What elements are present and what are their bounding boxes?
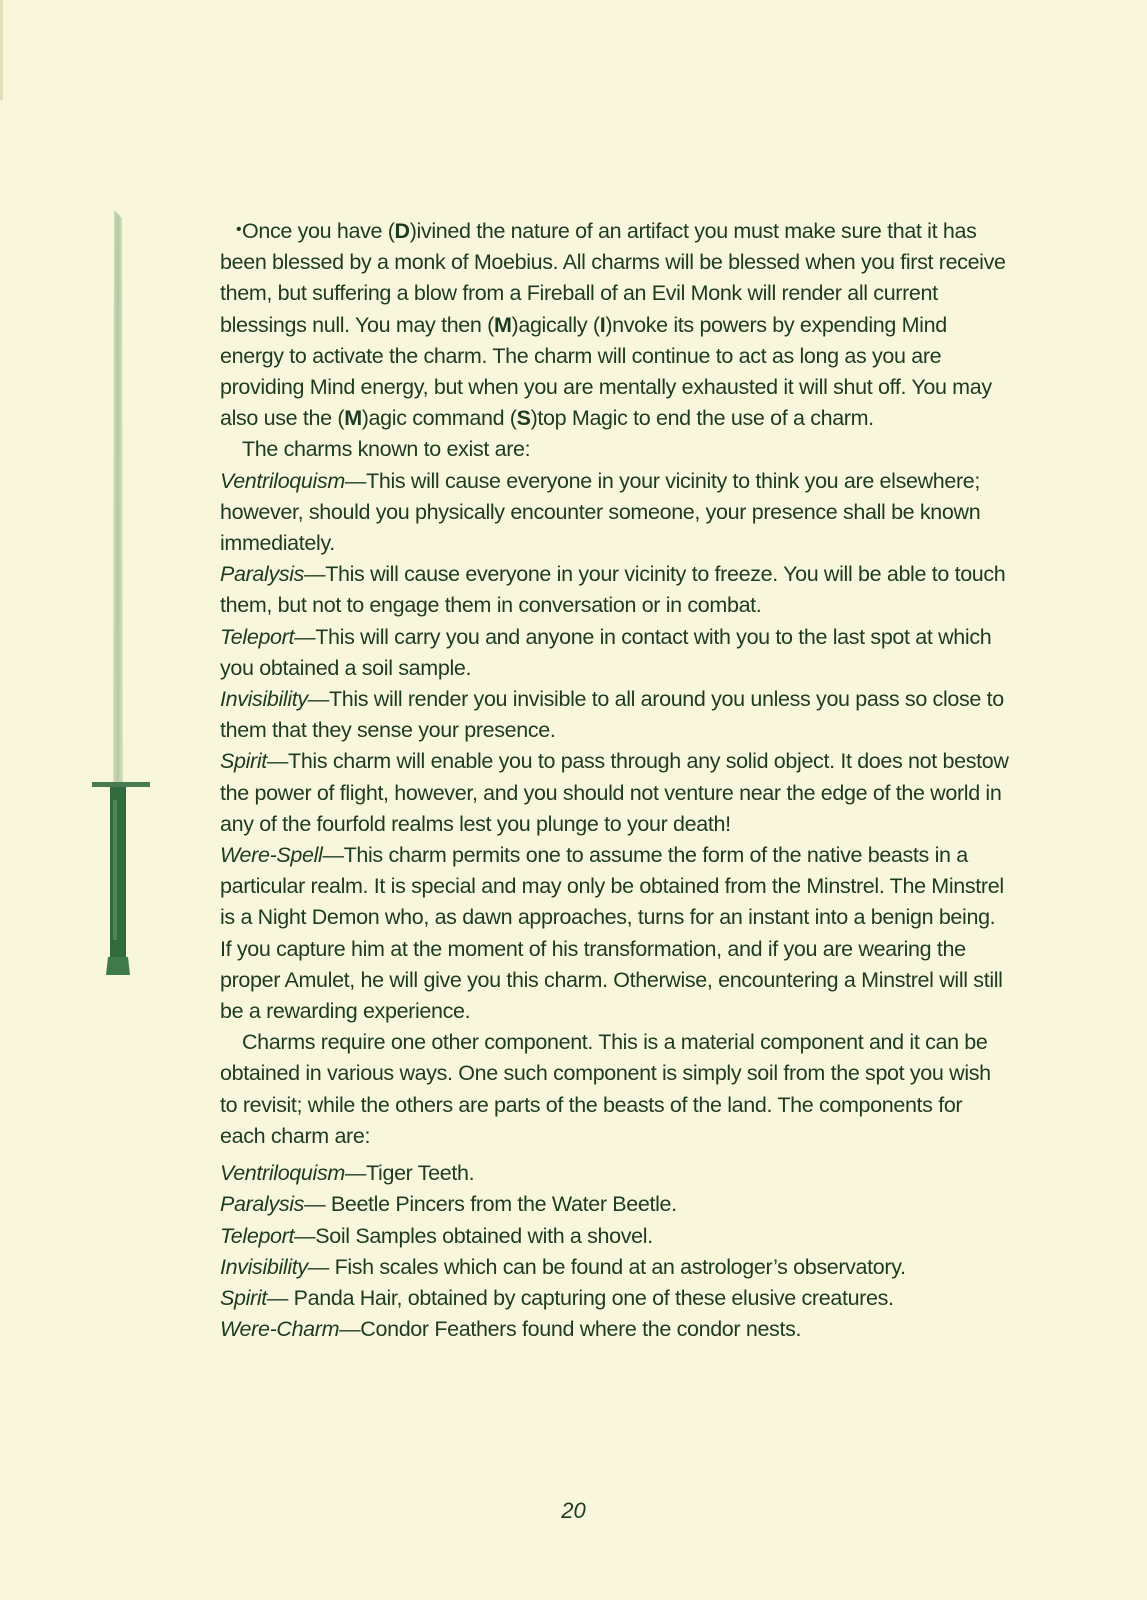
charm-entry: Teleport—This will carry you and anyone in contact with you to the last spot at which you obtained a soil sample. [220, 624, 992, 680]
component-entry: Invisibility— Fish scales which can be found at an astrologer’s observatory. [220, 1254, 906, 1279]
component-entry: Were-Charm—Condor Feathers found where the condor nests. [220, 1317, 802, 1342]
charm-term: Teleport [220, 624, 295, 649]
component-entry: Spirit— Panda Hair, obtained by capturing one of these elusive creatures. [220, 1285, 894, 1310]
sword-blade [113, 210, 123, 785]
charm-entry: Invisibility—This will render you invisible to all around you unless you pass so close to them that they sense your presence. [220, 687, 1004, 743]
charm-term: Were-Spell [220, 843, 323, 868]
key-d: D [394, 219, 410, 243]
component-entry: Ventriloquism—Tiger Teeth. [220, 1161, 475, 1186]
intro-paragraph: • Once you have (D)ivined the nature of an artifact you must make sure that it has been blessed by a monk of Moebius. All charms will be blessed when you first receive them, but suffering a blow from a Fireball of an Evil Monk will render all current blessings null. You may then (M)agically (I)nvoke its powers by expending Mind energy to activate the charm. The charm will continue to act as long as you are providing Mind energy, but when you are mentally exhausted it will shut off. You may also use the (M)agic command (S)top Magic to end the use of a charm. [220, 216, 1010, 434]
sword-illustration [92, 210, 152, 1000]
key-s: S [516, 406, 531, 431]
charm-entry: Paralysis—This will cause everyone in your vicinity to freeze. You will be able to touch them, but not to engage them in conversation or in combat. [220, 562, 1006, 618]
sword-crossguard [92, 782, 150, 787]
charm-term: Ventriloquism [220, 468, 345, 493]
key-m-2: M [344, 406, 362, 431]
sword-pommel [106, 957, 130, 975]
bullet-mark: • [236, 221, 242, 238]
component-entry: Paralysis— Beetle Pincers from the Water Beetle. [220, 1192, 677, 1217]
component-term: Ventriloquism [220, 1161, 345, 1186]
charm-entry: Were-Spell—This charm permits one to assume the form of the native beasts in a particular realm. It is special and may only be obtained from the Minstrel. The Minstrel is a Night Demon who, as dawn approaches, turns for an instant into a benign being. If you capture him at the moment of his transformation, and if you are wearing the proper Amulet, he will give you this charm. Otherwise, encountering a Minstrel will still be a rewarding experience. [220, 843, 1004, 1024]
page-edge [0, 0, 3, 100]
component-entry: Teleport—Soil Samples obtained with a shovel. [220, 1223, 653, 1248]
charm-term: Paralysis [220, 562, 305, 587]
component-term: Spirit [220, 1285, 267, 1310]
page-number: 20 [561, 1498, 586, 1523]
charms-heading: The charms known to exist are: [242, 437, 531, 462]
components-paragraph: Charms require one other component. This is a material component and it can be obtained in various ways. One such component is simply soil from the spot you wish to revisit; while the others are parts of the beasts of the land. The components for each charm are: [220, 1030, 991, 1148]
charm-entry: Ventriloquism—This will cause everyone in your vicinity to think you are elsewhere; however, should you physically encounter someone, your presence shall be known immediately. [220, 468, 981, 556]
charm-entry: Spirit—This charm will enable you to pass through any solid object. It does not bestow the power of flight, however, and you should not venture near the edge of the world in any of the fourfold realms lest you plunge to your death! [220, 749, 1009, 836]
key-i: I [599, 312, 606, 337]
components-list [220, 1158, 1010, 1345]
charm-term: Spirit [220, 749, 267, 774]
sword-grip [110, 787, 126, 957]
charm-term: Invisibility [220, 687, 308, 712]
component-term: Paralysis [220, 1192, 305, 1217]
component-term: Teleport [220, 1223, 295, 1248]
body-text [220, 216, 1010, 1345]
component-term: Were-Charm [220, 1317, 340, 1342]
key-m: M [493, 312, 512, 337]
component-term: Invisibility [220, 1254, 308, 1279]
